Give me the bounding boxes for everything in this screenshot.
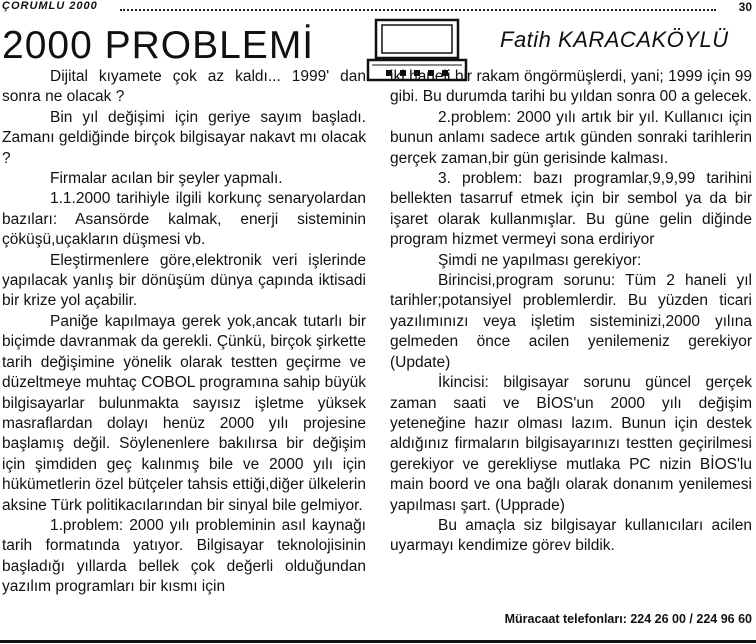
page-number: 30 [738, 0, 752, 14]
paragraph: Paniğe kapılmaya gerek yok,ancak tutarlı bir biçimde davranmak da gerekli. Çünkü, birçok şirkette tarih değişimine yönelik olarak testten geçirme ve düzeltmeye muhtaç COBOL programına sahip büyük bilgisayarlar bulunmakta sayısız işletme yüksek masraflardan dolayı henüz 2000 yılı projesine başlamış değil. Söylenenlere bakılırsa bir değişim için şimdiden geç kalınmış bile ve 2000 yılı için hükümetlerin özel bütçeler tahsis ettiği,diğer ülkelerin aksine Türk politikacılarından bir sinyal bile gelmiyor. [2, 312, 366, 514]
masthead [0, 0, 756, 16]
paragraph: Birincisi,program sorunu: Tüm 2 haneli yıl tarihler;potansiyel problemlerdir. Bu yüzden ticari yazılımınızı veya işletim sisteminizi,2000 yılına gelmeden önce acilen yenilemeniz gerekiyor (Update) [390, 272, 752, 371]
article-author: Fatih KARACAKÖYLÜ [500, 27, 729, 52]
paragraph: Dijital kıyamete çok az kaldı... 1999' dan sonra ne olacak ? [2, 68, 366, 106]
contact-phones: Müracaat telefonları: 224 26 00 / 224 96 60 [504, 612, 752, 626]
article-title: 2000 PROBLEMİ [2, 24, 315, 67]
masthead-dotted-rule [120, 9, 716, 11]
paragraph: 1.problem: 2000 yılı probleminin asıl kaynağı tarih formatında yatıyor. Bilgisayar teknolojisinin başladığı yıllarda bellek çok değerli olduğundan yazılım programları bir kısmı için [2, 516, 366, 596]
right-column [390, 67, 752, 557]
paragraph: 2.problem: 2000 yılı artık bir yıl. Kullanıcı için bunun anlamı sadece artık günden sonraki tarihlerin gerçek zaman,bir gün gerisinde kalması. [390, 108, 752, 167]
paragraph: 1.1.2000 tarihiyle ilgili korkunç senaryolardan bazıları: Asansörde kalmak, enerji sisteminin çöküşü,uçakların düşmesi vb. [2, 190, 366, 249]
paragraph: İkincisi: bilgisayar sorunu güncel gerçek zaman saati ve BİOS'un 2000 yılı değişim yeteneğine hazır olması lazım. Bunun için destek aldığınız firmaların bilgisayarınızı testten geçirilmesi gerekiyor ve gerekliyse mutlaka PC nizin BİOS'lu main boord ve ona bağlı olarak donanım yenilemesi yapılması şart. (Upprade) [390, 374, 752, 514]
paragraph: Bin yıl değişimi için geriye sayım başladı. Zamanı geldiğinde birçok bilgisayar nakavt mı olacak ? [2, 108, 366, 167]
paragraph: Firmalar acılan bir şeyler yapmalı. [50, 170, 283, 188]
bottom-rule [0, 640, 756, 643]
paragraph: Şimdi ne yapılması gerekiyor: [438, 251, 642, 269]
paragraph: 3. problem: bazı programlar,9,9,99 tarihini bellekten tasarruf etmek için bir sembol ya da bir işaret olarak kullanmışlar. Bu güne gelin diğinde program hizmet vermeyi sona erdiriyor [390, 170, 752, 249]
paragraph: Bu amaçla siz bilgisayar kullanıcıları acilen uyarmayı kendimize görev bildik. [390, 516, 752, 555]
left-column [2, 67, 366, 598]
paragraph: Eleştirmenlere göre,elektronik veri işlerinde yapılacak yanlış bir dönüşüm dünya çapında iktisadi bir krize yol açabilir. [2, 251, 366, 310]
paragraph: iki haneli bir rakam öngörmüşlerdi, yani; 1999 için 99 gibi. Bu durumda tarihi bu yıldan sonra 00 a gelecek. [390, 68, 752, 106]
masthead-name: ÇORUMLU 2000 [2, 0, 98, 12]
